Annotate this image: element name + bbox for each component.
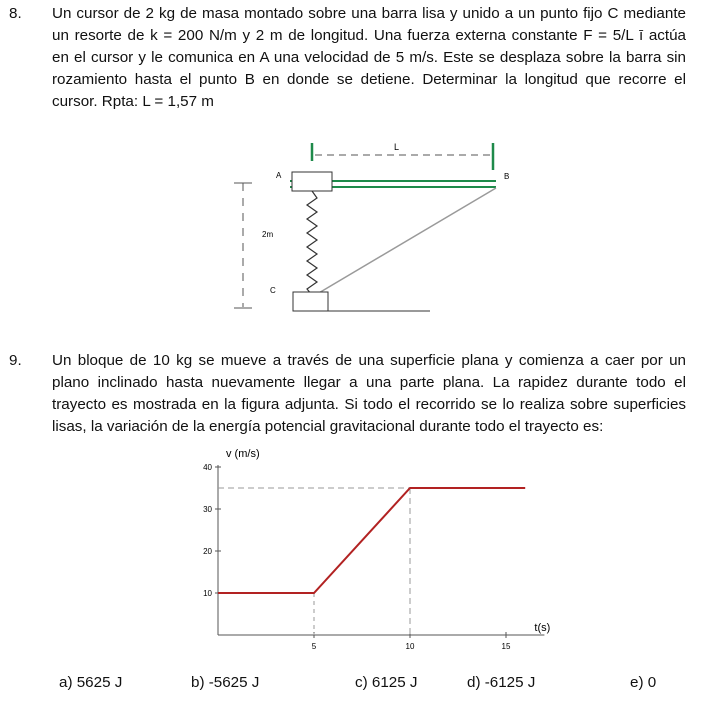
series-line [218,488,525,593]
cursor-spring-figure [220,135,520,320]
text-line: Un cursor de 2 kg de masa montado sobre una barra lisa y unido a un punto fijo C mediante [52,5,686,22]
label-C: C [270,286,276,295]
diagonal-line [312,188,496,297]
chart-axes [203,463,544,651]
cursor-block [292,172,332,191]
choice-e: e) 0 [630,674,657,691]
text-line: rozamiento hasta el punto B en donde se detiene. Determinar la longitud que recorre el [52,71,686,88]
label-L: L [394,142,400,152]
y-tick-label: 30 [203,505,212,514]
text-line: Un bloque de 10 kg se mueve a través de una superficie plana y comienza a caer por un [52,352,686,369]
choice-d: d) -6125 J [467,674,536,691]
text-line: en el cursor y le comunica en A una velocidad de 5 m/s. Este se desplaza sobre la barra sin [52,49,686,66]
choice-a: a) 5625 J [59,674,123,691]
x-tick-label: 15 [501,642,511,651]
problem-text [52,350,686,438]
chart-marks [218,488,525,635]
y-axis-label: v (m/s) [226,448,260,460]
choice-c: c) 6125 J [355,674,418,691]
label-B: B [504,172,510,181]
velocity-time-chart [180,445,550,660]
y-tick-label: 20 [203,547,212,556]
y-tick-label: 10 [203,589,212,598]
text-line: lisas, la variación de la energía potencial gravitacional durante todo el trayecto es: [52,418,604,435]
x-tick-label: 5 [311,642,317,651]
problem-text [52,3,686,113]
text-line-answer: cursor. Rpta: L = 1,57 m [52,93,214,110]
label-A: A [276,171,282,180]
problem-number: 9. [9,352,22,369]
x-tick-label: 10 [405,642,415,651]
fixed-block-C [293,292,328,311]
x-axis-label: t(s) [534,622,550,634]
y-tick-label: 40 [203,463,212,472]
problem-number: 8. [9,5,22,22]
text-line: un resorte de k = 200 N/m y 2 m de longitud. Una fuerza externa constante F = 5/L ī actúa [52,27,686,44]
text-line: trayecto es mostrada en la figura adjunta. Si todo el recorrido se lo realiza sobre superficies [52,396,686,413]
choice-b: b) -5625 J [191,674,260,691]
text-line: plano inclinado hasta nuevamente llegar a una parte plana. La rapidez durante todo el [52,374,686,391]
spring [307,191,317,295]
label-2m: 2m [262,230,274,239]
